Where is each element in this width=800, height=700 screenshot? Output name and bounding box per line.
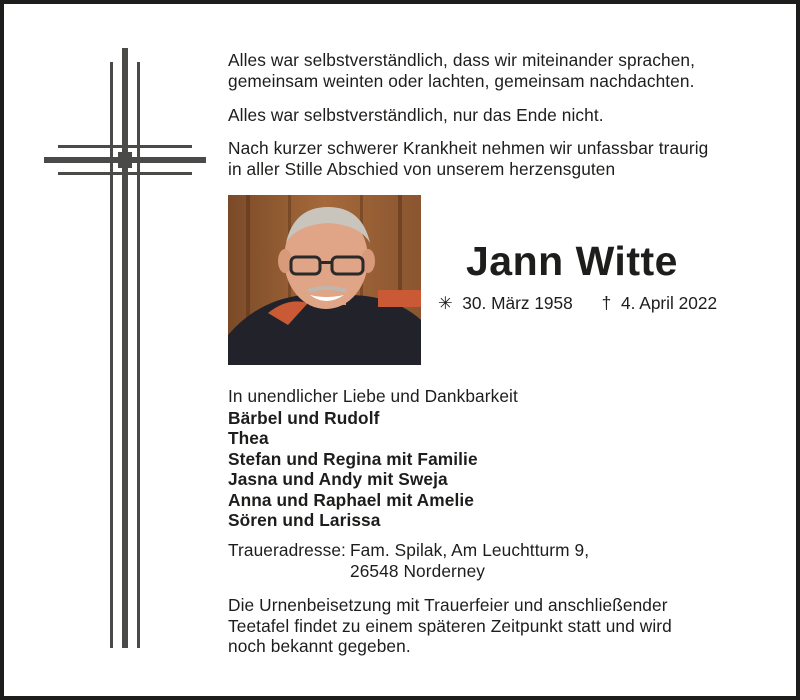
intro-ending (228, 105, 604, 126)
intro-line-3: Alles war selbstverständlich, nur das Ende nicht. (228, 105, 604, 125)
address-label: Traueradresse: (228, 540, 346, 560)
list-item: Stefan und Regina mit Familie (228, 448, 478, 469)
intro-line-2: gemeinsam weinten oder lachten, gemeinsam nachdachten. (228, 70, 695, 91)
intro-verse (228, 50, 695, 91)
death-date: 4. April 2022 (621, 293, 718, 313)
mourning-address (228, 540, 589, 581)
closing-line-2: Teetafel findet zu einem späteren Zeitpunkt statt und wird (228, 615, 672, 636)
closing-line-1: Die Urnenbeisetzung mit Trauerfeier und anschließender (228, 595, 668, 615)
address-line-2: 26548 Norderney (350, 560, 486, 581)
birth-icon: ✳ (438, 293, 453, 313)
address-line-1: Fam. Spilak, Am Leuchtturm 9, (350, 540, 590, 560)
list-item: Anna und Raphael mit Amelie (228, 489, 474, 510)
closing-line-3: noch bekannt gegeben. (228, 636, 411, 656)
list-item: Jasna und Andy mit Sweja (228, 469, 448, 489)
mourner-names (228, 408, 518, 531)
list-item: Bärbel und Rudolf (228, 407, 380, 428)
list-item: Thea (228, 428, 269, 448)
life-dates (438, 292, 717, 314)
intro-line-1: Alles war selbstverständlich, dass wir miteinander sprachen, (228, 50, 696, 70)
birth-date: 30. März 1958 (462, 293, 573, 313)
portrait-photo (228, 195, 421, 365)
intro-farewell (228, 138, 708, 179)
deceased-name: Jann Witte (466, 238, 678, 284)
list-item: Sören und Larissa (228, 510, 381, 530)
mourners-block (228, 386, 518, 531)
mourners-intro: In unendlicher Liebe und Dankbarkeit (228, 386, 518, 406)
cross-icon (44, 48, 206, 648)
intro-line-5: in aller Stille Abschied von unserem herzensguten (228, 158, 616, 179)
closing-notice (228, 595, 672, 657)
death-icon: † (601, 293, 612, 313)
intro-line-4: Nach kurzer schwerer Krankheit nehmen wir unfassbar traurig (228, 138, 709, 158)
